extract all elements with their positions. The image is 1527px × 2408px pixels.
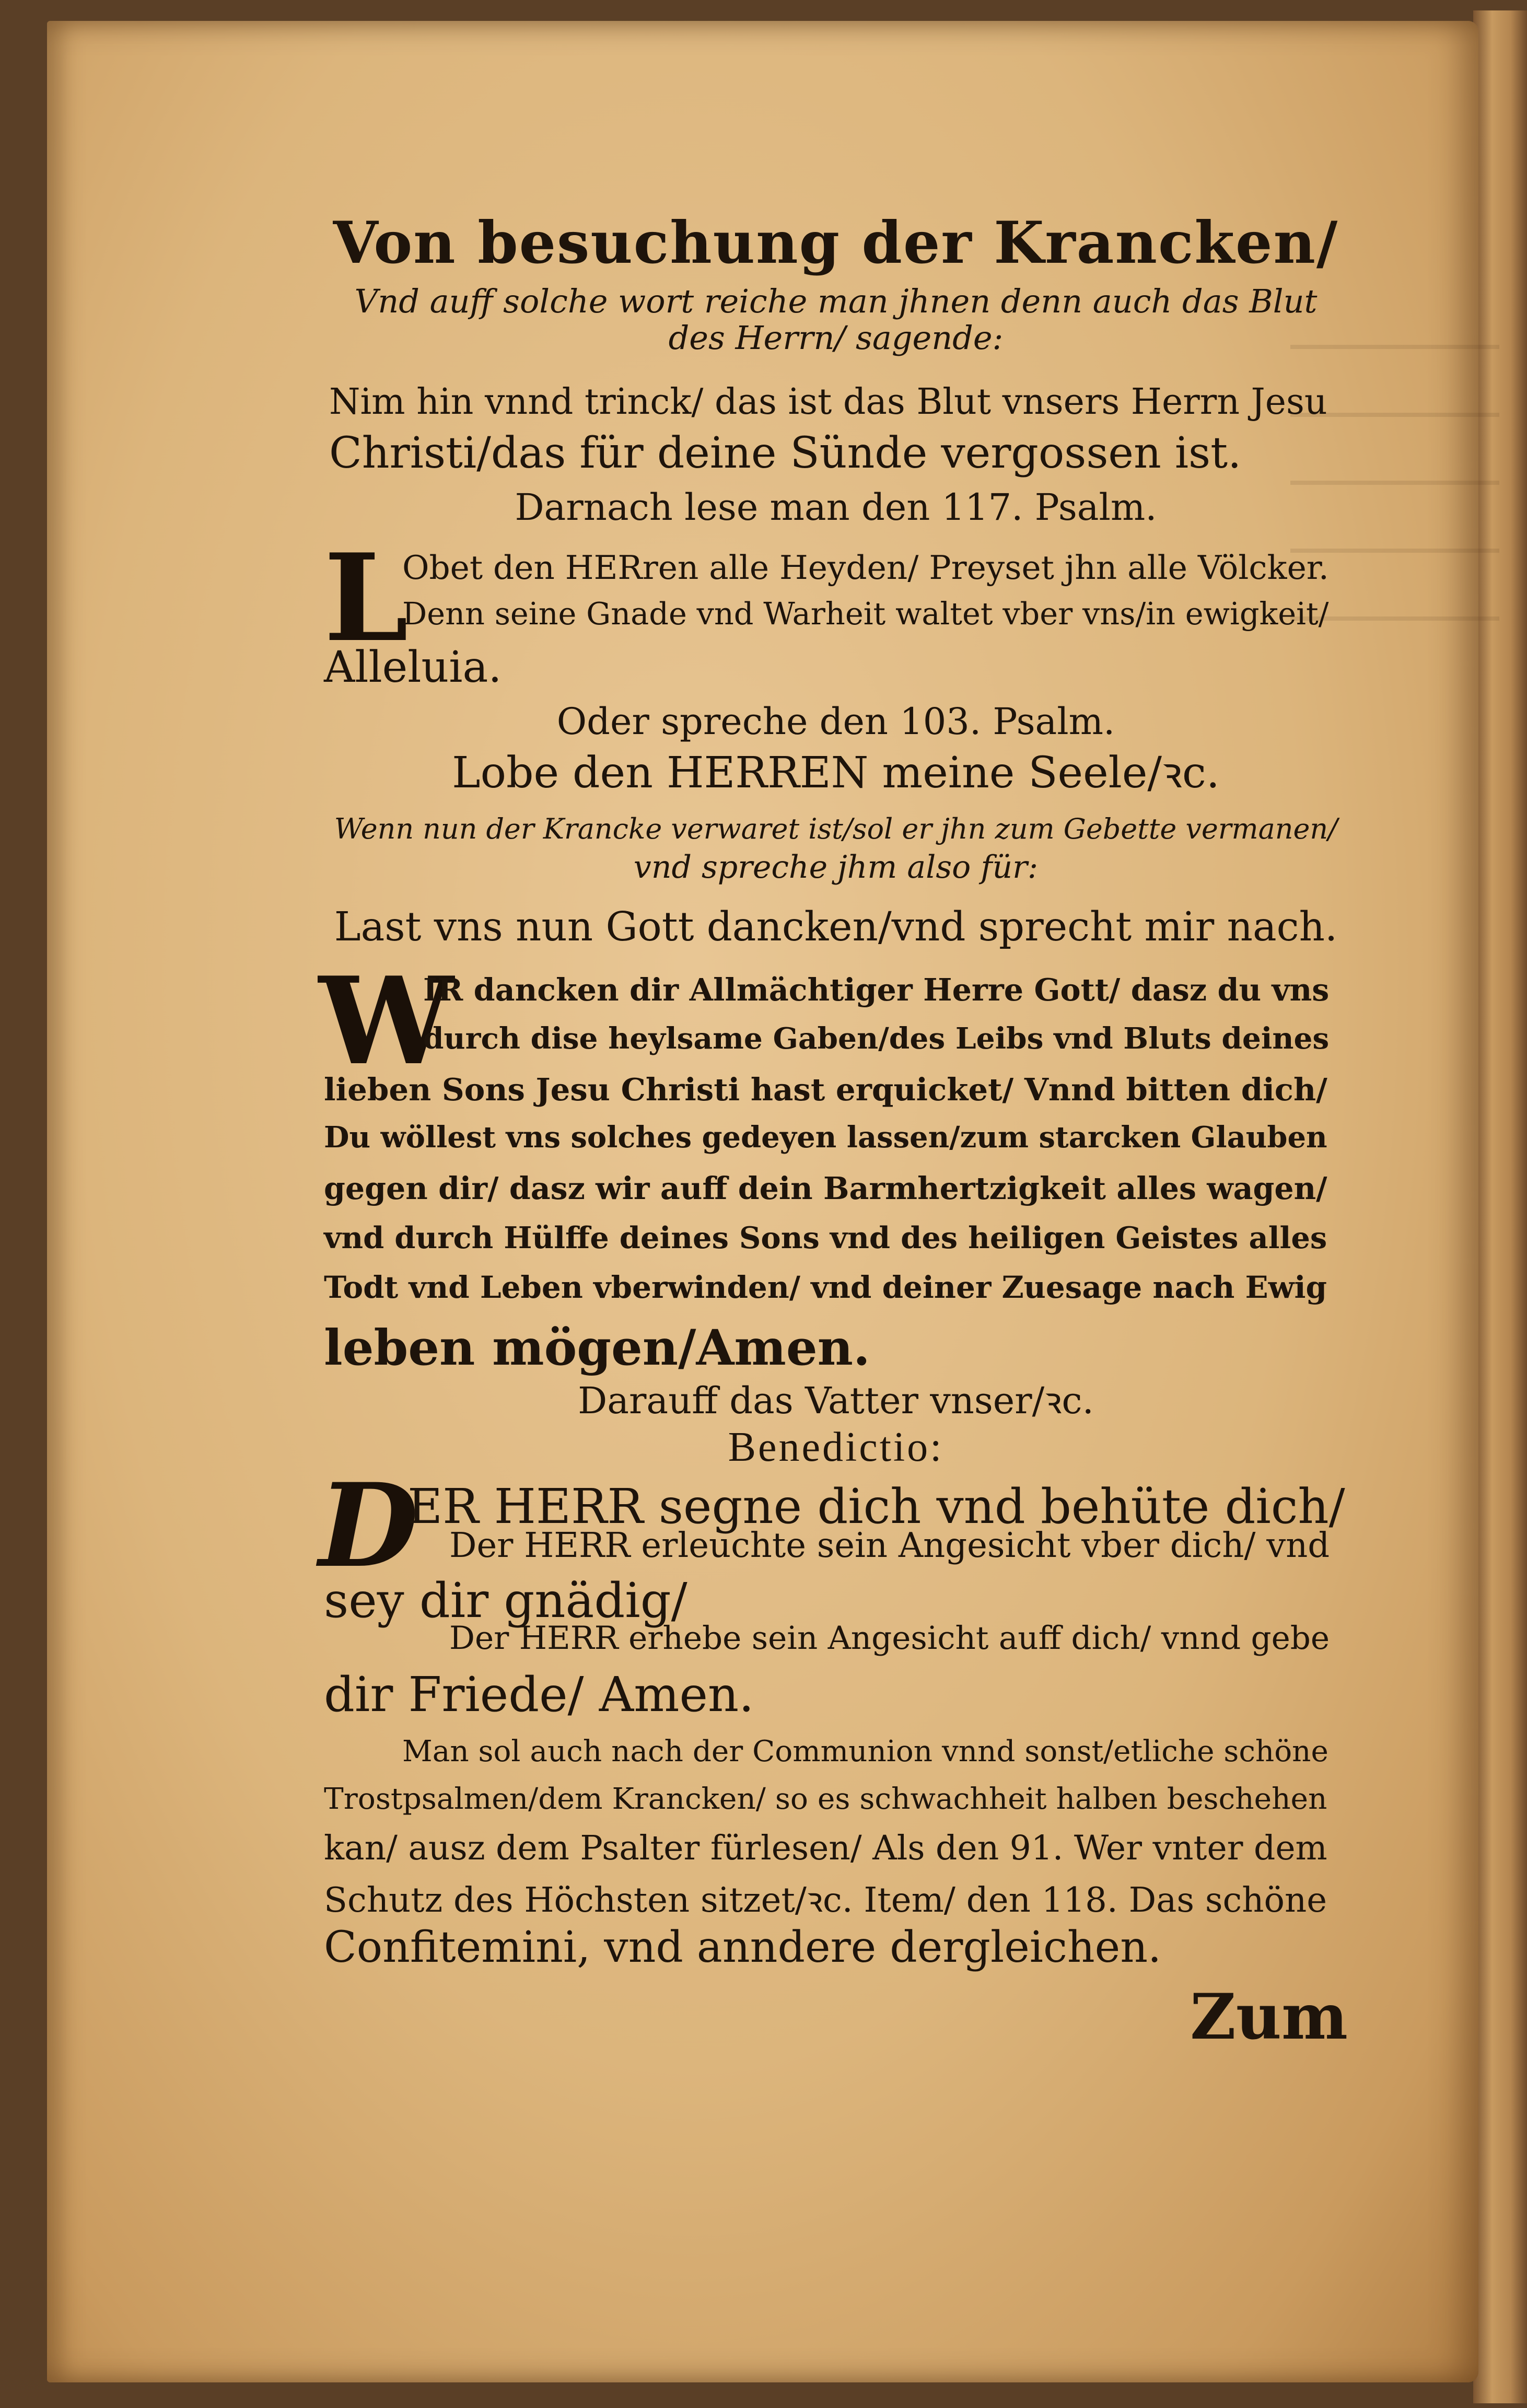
closing-line-1: Man sol auch nach der Communion vnnd sonst/etliche schöne xyxy=(402,1735,1328,1769)
benediction-line-4: Der HERR erhebe sein Angesicht auff dich/ vnnd gebe xyxy=(449,1620,1330,1657)
prayer-line-7: Todt vnd Leben vberwinden/ vnd deiner Zuesage nach Ewig xyxy=(324,1270,1327,1305)
intro-line-2: des Herrn/ sagende: xyxy=(668,319,1004,357)
formula-line-2: Christi/das für deine Sünde vergossen ist. xyxy=(329,428,1242,478)
closing-line-4: Schutz des Höchsten sitzet/ꝛc. Item/ den 118. Das schöne xyxy=(324,1880,1327,1920)
prayer-line-4: Du wöllest vns solches gedeyen lassen/zum starcken Glauben xyxy=(324,1121,1327,1155)
psalm117-initial: L xyxy=(324,528,409,669)
psalm103-heading: Oder spreche den 103. Psalm. xyxy=(556,700,1115,743)
psalm117-line-1: Obet den HERren alle Heyden/ Preyset jhn alle Völcker. xyxy=(402,549,1329,587)
prayer-line-6: vnd durch Hülffe deines Sons vnd des heiligen Geistes alles xyxy=(324,1220,1327,1255)
benedictio-heading: Benedictio: xyxy=(728,1424,944,1470)
pater-noster: Darauff das Vatter vnser/ꝛc. xyxy=(578,1379,1094,1422)
psalm117-line-2: Denn seine Gnade vnd Warheit waltet vber vns/in ewigkeit/ xyxy=(402,596,1329,632)
invitation: Last vns nun Gott dancken/vnd sprecht mir nach. xyxy=(334,904,1338,950)
prayer-line-2: durch dise heylsame Gaben/des Leibs vnd Bluts deines xyxy=(423,1021,1330,1056)
intro-line-1: Vnd auff solche wort reiche man jhnen denn auch das Blut xyxy=(354,282,1318,320)
instruction-line-2: vnd spreche jhm also für: xyxy=(633,849,1039,886)
benediction-line-5: dir Friede/ Amen. xyxy=(324,1667,754,1723)
psalm117-line-3: Alleluia. xyxy=(324,643,502,692)
instruction-line-1: Wenn nun der Krancke verwaret ist/sol er jhn zum Gebette vermanen/ xyxy=(334,812,1338,845)
prayer-line-1: IR dancken dir Allmächtiger Herre Gott/ dasz du vns xyxy=(423,972,1330,1008)
benediction-initial: D xyxy=(319,1458,418,1593)
page-title: Von besuchung der Krancken/ xyxy=(333,209,1339,277)
closing-line-3: kan/ ausz dem Psalter fürlesen/ Als den 91. Wer vnter dem xyxy=(324,1829,1327,1868)
prayer-line-3: lieben Sons Jesu Christi hast erquicket/ Vnnd bitten dich/ xyxy=(324,1071,1327,1108)
benediction-line-3: sey dir gnädig/ xyxy=(324,1573,687,1628)
formula-line-1: Nim hin vnnd trinck/ das ist das Blut vnsers Herrn Jesu xyxy=(329,381,1327,423)
prayer-line-5: gegen dir/ dasz wir auff dein Barmhertzigkeit alles wagen/ xyxy=(324,1170,1327,1206)
benediction-line-2: Der HERR erleuchte sein Angesicht vber dich/ vnd xyxy=(449,1526,1330,1565)
benediction-line-1: ER HERR segne dich vnd behüte dich/ xyxy=(407,1479,1345,1534)
closing-line-5: Confitemini, vnd anndere dergleichen. xyxy=(324,1923,1162,1972)
prayer-initial: W xyxy=(319,951,454,1092)
closing-line-2: Trostpsalmen/dem Krancken/ so es schwachheit halben beschehen xyxy=(324,1782,1327,1816)
psalm117-heading: Darnach lese man den 117. Psalm. xyxy=(515,486,1157,529)
catchword: Zum xyxy=(1190,1980,1348,2054)
prayer-line-8: leben mögen/Amen. xyxy=(324,1319,870,1377)
psalm103-incipit: Lobe den HERREN meine Seele/ꝛc. xyxy=(452,748,1220,798)
